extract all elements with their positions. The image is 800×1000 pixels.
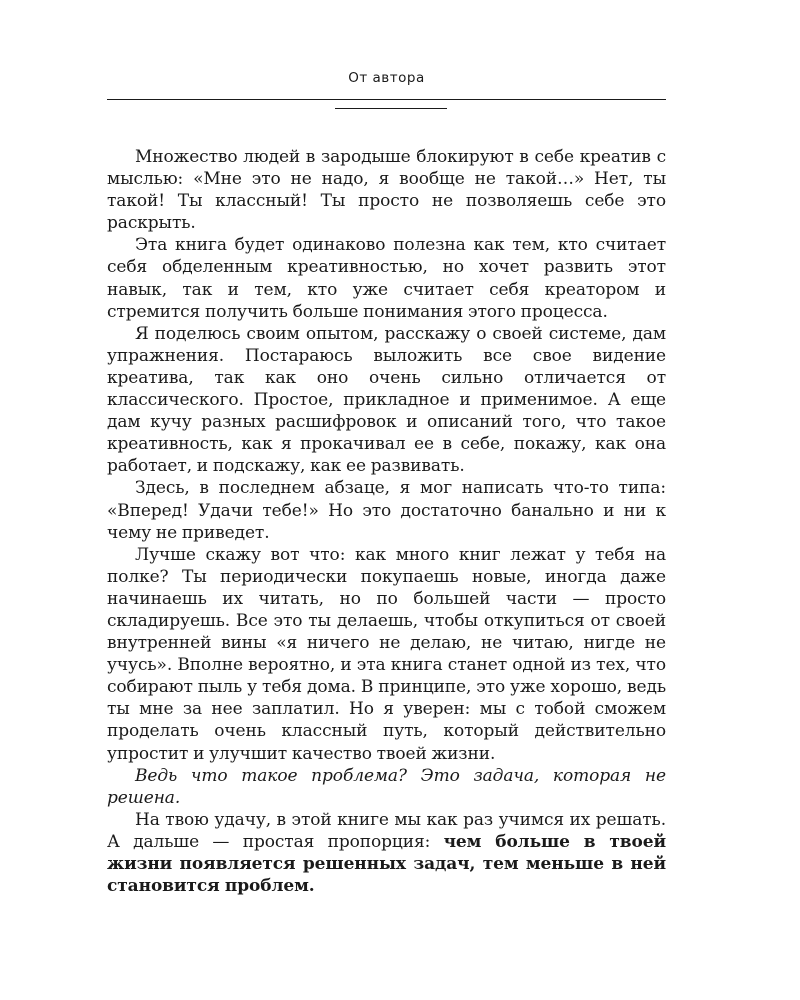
paragraph-6-italic: Ведь что такое проблема? Это задача, которая не решена.: [107, 765, 666, 808]
paragraph-4: Здесь, в последнем абзаце, я мог написать что-то типа: «Вперед! Удачи тебе!» Но это достаточно банально и ни к чему не приведет.: [107, 478, 666, 543]
header-rule-short: [335, 108, 447, 109]
paragraph-2: Эта книга будет одинаково полезна как тем, кто считает себя обделенным креативностью, но хочет развить этот навык, так и тем, кто уже считает себя креатором и стремится получить больше понимания этого процесса.: [107, 235, 666, 322]
paragraph-7-bold: чем больше в твоей жизни появляется решенных задач, тем меньше в ней становится проблем.: [107, 831, 666, 897]
paragraph-5: Лучше скажу вот что: как много книг лежат у тебя на полке? Ты периодически покупаешь новые, иногда даже начинаешь их читать, но по большей части — просто складируешь. Все это ты делаешь, чтобы откупиться от своей внутренней вины «я ничего не делаю, не читаю, нигде не учусь». Вполне вероятно, и эта книга станет одной из тех, что собирают пыль у тебя дома. В принципе, это уже хорошо, ведь ты мне за нее заплатил. Но я уверен: мы с тобой сможем проделать очень классный путь, который действительно упростит и улучшит качество твоей жизни.: [107, 544, 666, 764]
header-rule-long: [107, 99, 666, 100]
body-text: [107, 146, 666, 897]
paragraph-3: Я поделюсь своим опытом, расскажу о своей системе, дам упражнения. Постараюсь выложить все свое видение креатива, так как оно очень сильно отличается от классического. Простое, прикладное и применимое. А еще дам кучу разных расшифровок и описаний того, что такое креативность, как я прокачивал ее в себе, покажу, как она работает, и подскажу, как ее развивать.: [107, 323, 666, 477]
paragraph-1: Множество людей в зародыше блокируют в себе креатив с мыслью: «Мне это не надо, я вообще не такой…» Нет, ты такой! Ты классный! Ты просто не позволяешь себе это раскрыть.: [107, 147, 666, 234]
paragraph-7-regular: На твою удачу, в этой книге мы как раз учимся их решать. А дальше — простая пропорция:: [107, 809, 666, 852]
paragraph-7: [107, 809, 666, 897]
running-title: От автора: [348, 70, 425, 86]
